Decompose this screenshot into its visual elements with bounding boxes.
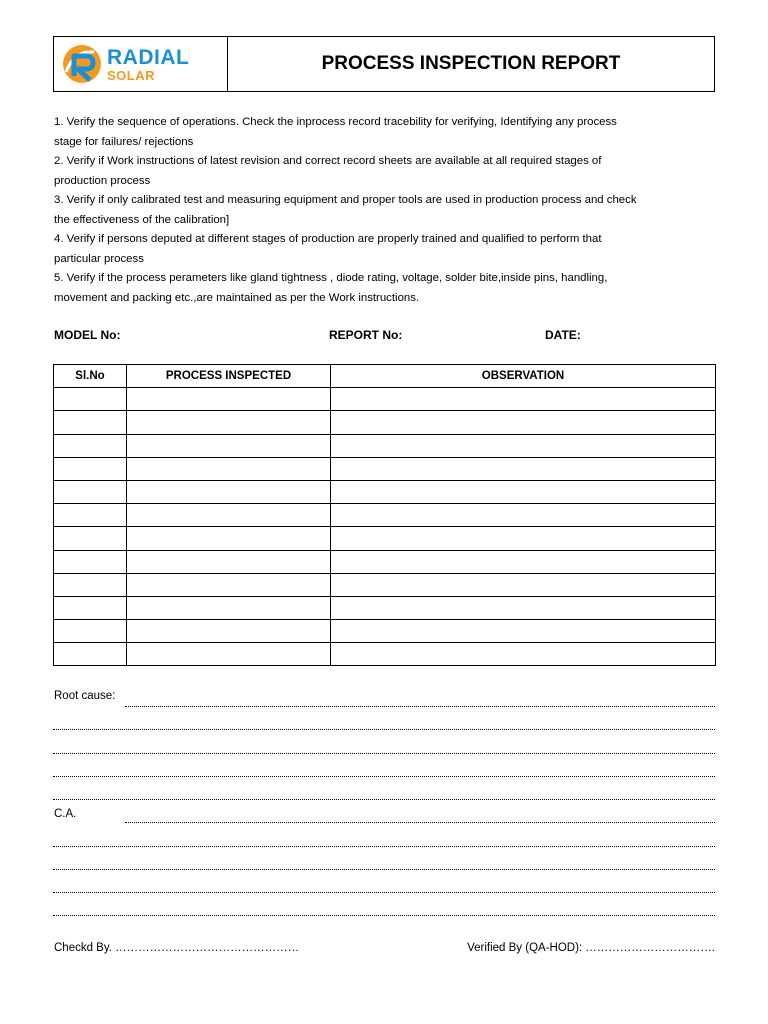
instruction-line: 3. Verify if only calibrated test and measuring equipment and proper tools are used in production process and check [54,194,637,206]
col-header-observation: OBSERVATION [331,365,716,388]
ca-line[interactable] [53,846,715,847]
ca-line[interactable] [53,892,715,893]
slno-cell[interactable] [54,457,127,480]
table-row [54,480,716,503]
logo-line1: RADIAL [107,45,190,69]
observation-cell[interactable] [331,573,716,596]
logo [54,37,228,91]
observation-cell[interactable] [331,620,716,643]
observation-cell[interactable] [331,527,716,550]
process-cell[interactable] [127,527,331,550]
process-cell[interactable] [127,411,331,434]
slno-cell[interactable] [54,596,127,619]
root-cause-label: Root cause: [54,690,116,702]
observation-cell[interactable] [331,480,716,503]
table-row [54,643,716,666]
col-header-slno: Sl.No [54,365,127,388]
process-cell[interactable] [127,504,331,527]
slno-cell[interactable] [54,411,127,434]
report-header [53,36,715,92]
table-row [54,504,716,527]
root-cause-line[interactable] [53,776,715,777]
radial-solar-logo-icon [60,42,104,86]
checked-by: Checkd By. ………………………………………… [54,942,300,954]
table-row [54,620,716,643]
instruction-line: 5. Verify if the process perameters like gland tightness , diode rating, voltage, solder bite,inside pins, handling, [54,272,608,284]
ca-label: C.A. [54,808,77,820]
col-header-process: PROCESS INSPECTED [127,365,331,388]
instruction-line: 2. Verify if Work instructions of latest revision and correct record sheets are available at all required stages of [54,155,602,167]
report-no-label: REPORT No: [329,328,403,342]
table-row [54,457,716,480]
observation-cell[interactable] [331,411,716,434]
slno-cell[interactable] [54,550,127,573]
table-row [54,434,716,457]
verified-by: Verified By (QA-HOD): ……………………………. [467,942,715,954]
observation-cell[interactable] [331,550,716,573]
ca-line[interactable] [53,915,715,916]
process-cell[interactable] [127,480,331,503]
logo-line2: SOLAR [107,67,155,83]
instruction-line: particular process [54,252,144,265]
table-row [54,411,716,434]
table-row [54,388,716,411]
observation-cell[interactable] [331,596,716,619]
process-cell[interactable] [127,434,331,457]
slno-cell[interactable] [54,527,127,550]
slno-cell[interactable] [54,573,127,596]
table-row [54,550,716,573]
process-cell[interactable] [127,643,331,666]
process-cell[interactable] [127,573,331,596]
observation-cell[interactable] [331,457,716,480]
root-cause-line[interactable] [53,799,715,800]
table-row [54,527,716,550]
ca-line[interactable] [125,822,715,823]
process-cell[interactable] [127,596,331,619]
slno-cell[interactable] [54,620,127,643]
observation-cell[interactable] [331,504,716,527]
instruction-line: the effectiveness of the calibration] [54,213,230,226]
instructions-list [54,113,714,308]
observation-cell[interactable] [331,434,716,457]
process-cell[interactable] [127,388,331,411]
ca-line[interactable] [53,869,715,870]
inspection-table [53,364,716,666]
root-cause-line[interactable] [53,729,715,730]
instruction-line: movement and packing etc.,are maintained as per the Work instructions. [54,291,420,304]
root-cause-line[interactable] [53,753,715,754]
slno-cell[interactable] [54,504,127,527]
slno-cell[interactable] [54,643,127,666]
root-cause-line[interactable] [125,706,715,707]
slno-cell[interactable] [54,388,127,411]
observation-cell[interactable] [331,643,716,666]
instruction-line: stage for failures/ rejections [54,135,194,148]
instruction-line: 1. Verify the sequence of operations. Check the inprocess record tracebility for verifying, Identifying any process [54,116,617,128]
process-cell[interactable] [127,457,331,480]
instruction-line: production process [54,174,151,187]
report-title: PROCESS INSPECTION REPORT [321,53,621,74]
table-row [54,596,716,619]
process-cell[interactable] [127,550,331,573]
process-cell[interactable] [127,620,331,643]
slno-cell[interactable] [54,434,127,457]
slno-cell[interactable] [54,480,127,503]
instruction-line: 4. Verify if persons deputed at different stages of production are properly trained and qualified to perform that [54,233,602,245]
table-row [54,573,716,596]
model-no-label: MODEL No: [54,328,121,342]
date-label: DATE: [545,328,581,342]
observation-cell[interactable] [331,388,716,411]
